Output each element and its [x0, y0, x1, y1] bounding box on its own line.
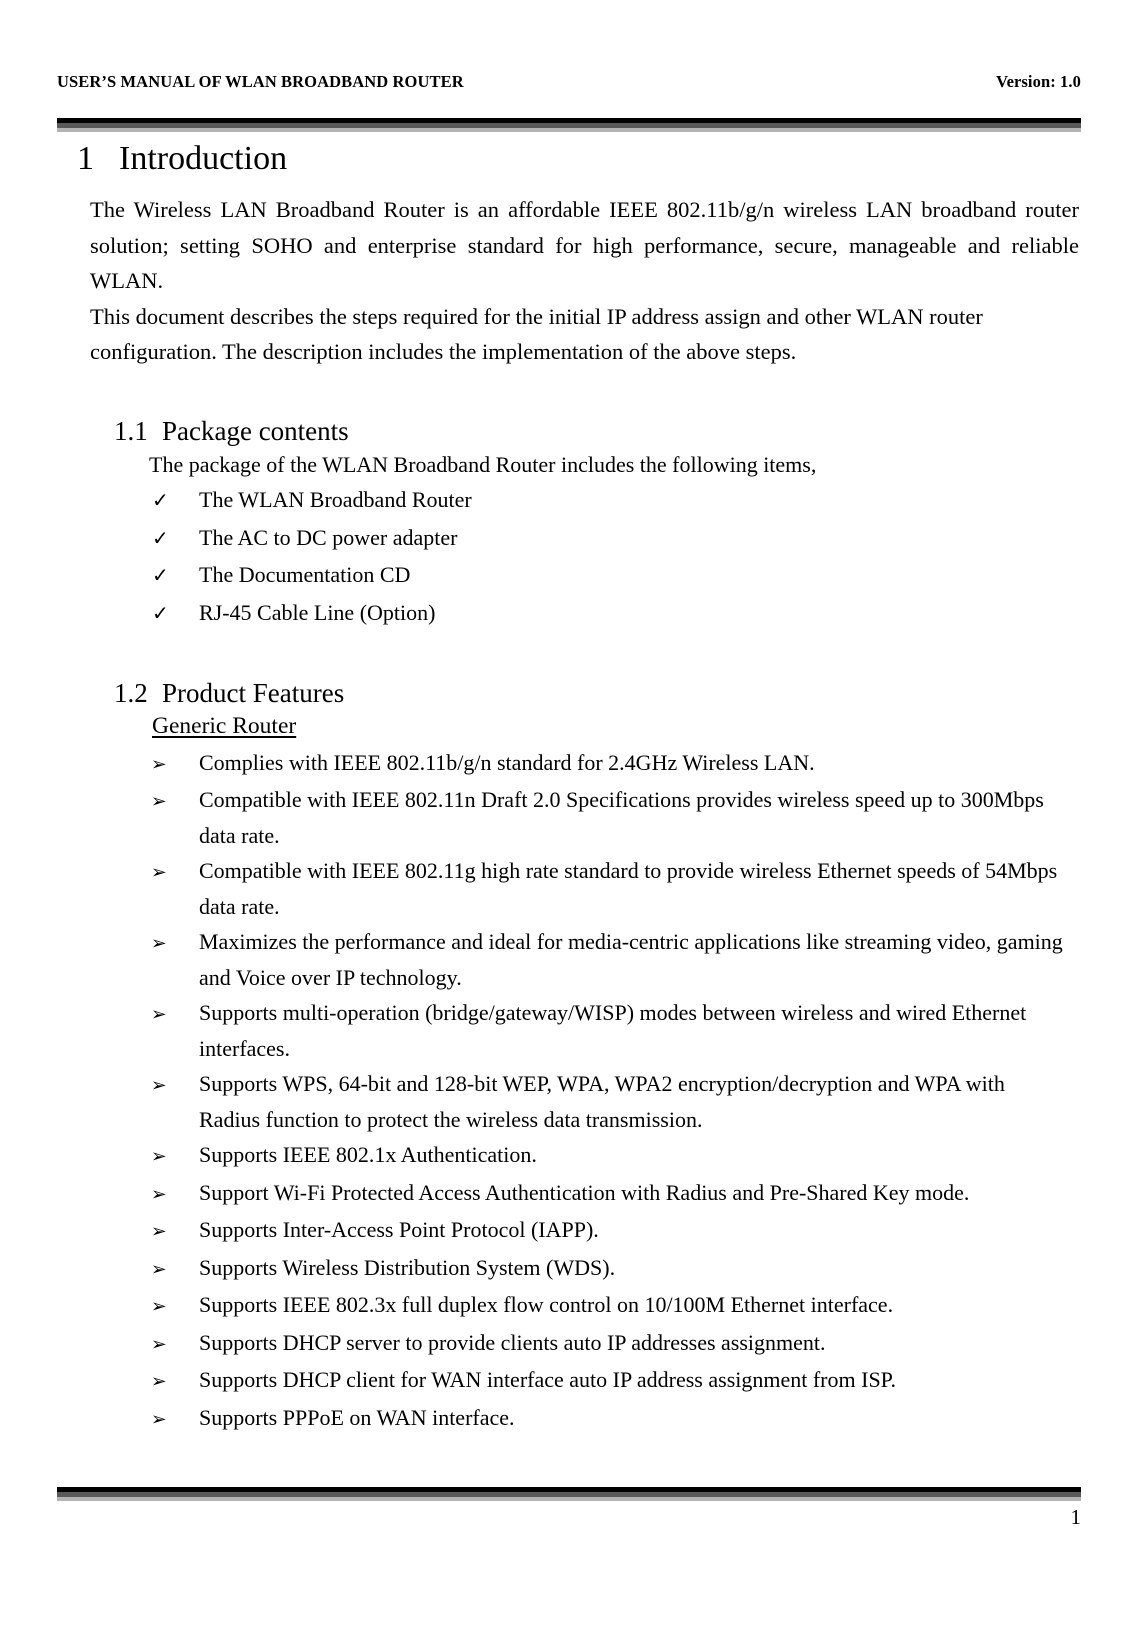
arrow-bullet-icon: ➢ — [150, 1075, 167, 1096]
package-contents-list — [57, 482, 1081, 632]
list-item-label: Complies with IEEE 802.11b/g/n standard for 2.4GHz Wireless LAN. — [199, 749, 815, 775]
list-item — [57, 520, 1081, 558]
list-item-label: Supports IEEE 802.1x Authentication. — [199, 1142, 537, 1167]
footer — [57, 1505, 1081, 1530]
arrow-bullet-icon: ➢ — [150, 1408, 167, 1430]
subheading-generic-router-label: Generic Router — [152, 713, 297, 739]
page-number: 1 — [1070, 1505, 1081, 1529]
list-item — [57, 1066, 1081, 1137]
list-item — [57, 745, 1081, 783]
list-item-label: The AC to DC power adapter — [199, 524, 458, 550]
subheading-generic-router — [57, 709, 1081, 745]
checkmark-icon: ✓ — [152, 490, 169, 512]
section-title-product-features: Product Features — [162, 678, 345, 708]
list-item-label: Support Wi-Fi Protected Access Authentication with Radius and Pre-Shared Key mode. — [199, 1179, 970, 1205]
page-title — [57, 140, 1081, 178]
intro-paragraph-1: The Wireless LAN Broadband Router is an affordable IEEE 802.11b/g/n wireless LAN broadband router solution; setting SOHO and enterprise standard for high performance, secure, manageable and reliable WLAN. — [90, 197, 1079, 293]
intro-paragraph-2: This document describes the steps required for the initial IP address assign and other WLAN router configuration. The description includes the implementation of the above steps. — [90, 303, 983, 364]
package-contents-lead-in: The package of the WLAN Broadband Router includes the following items, — [149, 451, 817, 477]
arrow-bullet-icon: ➢ — [150, 1004, 167, 1025]
product-features-list — [57, 745, 1081, 1438]
list-item-label: Supports Wireless Distribution System (WDS). — [199, 1254, 616, 1280]
header-divider-rule — [57, 118, 1081, 132]
list-item — [57, 557, 1081, 595]
list-item-label: Compatible with IEEE 802.11g high rate standard to provide wireless Ethernet speeds of 54Mbps data rate. — [199, 858, 1058, 919]
list-item-label: Supports PPPoE on WAN interface. — [199, 1404, 515, 1430]
list-item-label: Supports DHCP client for WAN interface auto IP address assignment from ISP. — [199, 1367, 896, 1392]
arrow-bullet-icon: ➢ — [150, 1296, 167, 1317]
arrow-bullet-icon: ➢ — [150, 1146, 167, 1167]
list-item — [57, 853, 1081, 924]
header-version-label: Version: 1.0 — [996, 72, 1081, 91]
list-item — [57, 482, 1081, 520]
running-header — [57, 72, 1081, 92]
document-content — [57, 140, 1081, 1437]
arrow-bullet-icon: ➢ — [150, 753, 167, 775]
heading-product-features — [57, 678, 1081, 709]
list-item-label: The WLAN Broadband Router — [199, 487, 472, 512]
list-item-label: Maximizes the performance and ideal for media-centric applications like streaming video, gaming and Voice over IP technology. — [199, 929, 1063, 990]
section-number-1-2: 1.2 — [114, 678, 148, 708]
spacer — [57, 370, 1081, 416]
list-item-label: Supports Inter-Access Point Protocol (IAPP). — [199, 1217, 599, 1242]
list-item — [57, 995, 1081, 1066]
rule-band-light-gray — [57, 128, 1081, 132]
heading-package-contents — [57, 416, 1081, 447]
list-item — [57, 1325, 1081, 1363]
arrow-bullet-icon: ➢ — [150, 862, 167, 883]
checkmark-icon: ✓ — [152, 565, 169, 587]
list-item — [57, 1137, 1081, 1175]
list-item-label: Supports WPS, 64-bit and 128-bit WEP, WPA, WPA2 encryption/decryption and WPA with Radius function to protect the wireless data transmission. — [199, 1071, 1005, 1132]
list-item — [57, 1362, 1081, 1400]
footer-divider-rule — [57, 1487, 1081, 1501]
list-item-label: RJ-45 Cable Line (Option) — [199, 599, 436, 625]
checkmark-icon: ✓ — [152, 602, 169, 625]
list-item-label: Supports multi-operation (bridge/gateway/WISP) modes between wireless and wired Ethernet interfaces. — [199, 1000, 1027, 1061]
list-item-label: Supports DHCP server to provide clients auto IP addresses assignment. — [199, 1329, 826, 1355]
list-item — [57, 1175, 1081, 1213]
list-item-label: Compatible with IEEE 802.11n Draft 2.0 Specifications provides wireless speed up to 300Mbps data rate. — [199, 787, 1044, 848]
section-number-1: 1 — [77, 140, 94, 177]
list-item — [57, 1250, 1081, 1288]
arrow-bullet-icon: ➢ — [150, 791, 167, 812]
arrow-bullet-icon: ➢ — [150, 1258, 167, 1280]
section-number-1-1: 1.1 — [114, 415, 148, 446]
rule-band-light-gray — [57, 1497, 1081, 1501]
list-item — [57, 595, 1081, 633]
spacer — [57, 632, 1081, 678]
list-item — [57, 1287, 1081, 1325]
arrow-bullet-icon: ➢ — [150, 1333, 167, 1355]
list-item-label: The Documentation CD — [199, 562, 411, 587]
header-document-title: USER’S MANUAL OF WLAN BROADBAND ROUTER — [57, 72, 464, 91]
list-item — [57, 1400, 1081, 1438]
list-item — [57, 924, 1081, 995]
section-title-introduction: Introduction — [119, 140, 288, 177]
section-title-package-contents: Package contents — [162, 415, 349, 446]
list-item-label: Supports IEEE 802.3x full duplex flow control on 10/100M Ethernet interface. — [199, 1292, 894, 1317]
list-item — [57, 782, 1081, 853]
checkmark-icon: ✓ — [152, 527, 169, 550]
arrow-bullet-icon: ➢ — [150, 933, 167, 954]
arrow-bullet-icon: ➢ — [150, 1371, 167, 1392]
arrow-bullet-icon: ➢ — [150, 1183, 167, 1205]
list-item — [57, 1212, 1081, 1250]
arrow-bullet-icon: ➢ — [150, 1221, 167, 1242]
